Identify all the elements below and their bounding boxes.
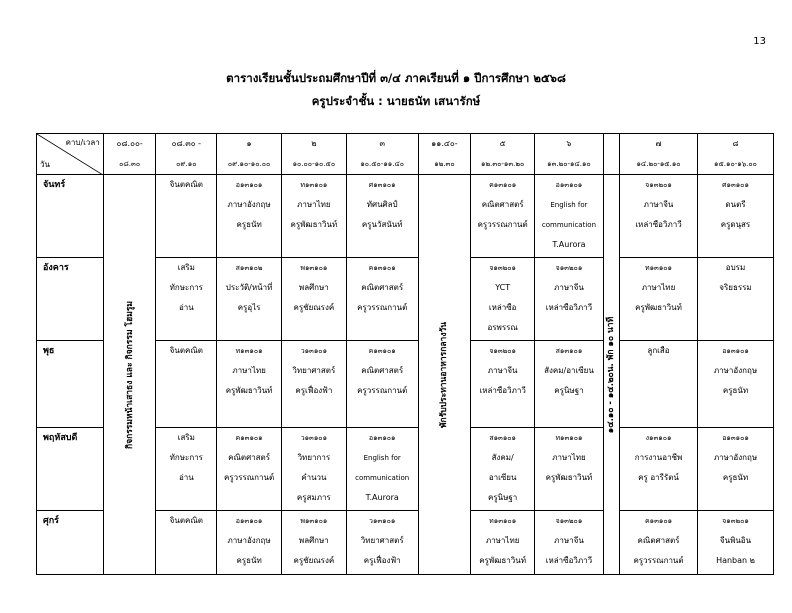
class-line: ครูสมภาร bbox=[296, 493, 331, 502]
period-number-10: ๘ bbox=[697, 134, 773, 155]
class-line: เหล่าซือวิภาวี bbox=[545, 556, 593, 565]
class-line: ครูธนัท bbox=[722, 386, 749, 395]
period-time-6: ๑๒.๓๐-๑๓.๒๐ bbox=[471, 154, 535, 175]
period-time-10: ๑๕.๑๐-๑๖.๐๐ bbox=[697, 154, 773, 175]
day-name: จันทร์ bbox=[37, 175, 104, 258]
class-line: พ๑๓๑๐๑ bbox=[300, 517, 328, 525]
class-line: ครูพัฒธาวินท์ bbox=[479, 556, 527, 565]
class-line: ลูกเสือ bbox=[647, 346, 670, 355]
class-line: ภาษาไทย bbox=[297, 200, 331, 209]
class-line: communication bbox=[355, 474, 410, 482]
class-line: ว๑๓๑๐๑ bbox=[300, 434, 328, 442]
period-number-9: ๗ bbox=[620, 134, 698, 155]
class-line: ภาษาไทย bbox=[641, 283, 676, 292]
class-line: English for bbox=[550, 201, 588, 209]
class-line: ครูดนุสร bbox=[720, 220, 751, 229]
class-line: เหล่าซือวิภาวี bbox=[479, 386, 526, 395]
class-cell-p7 bbox=[620, 428, 698, 511]
class-cell-p8 bbox=[697, 428, 773, 511]
morning-activity-label: กิจกรรมหน้าเสาธง และ กิจกรรม โฮมรูม bbox=[124, 300, 135, 449]
class-line: อ๑๓๑๐๑ bbox=[235, 181, 263, 189]
class-line: ท๑๓๑๐๑ bbox=[645, 264, 673, 272]
class-cell-p7 bbox=[620, 258, 698, 341]
class-line: ครูวรรณกานต์ bbox=[224, 473, 275, 482]
class-line: ศ๑๓๑๐๑ bbox=[722, 181, 749, 189]
class-cell-p2 bbox=[281, 428, 346, 511]
class-line: จ๑๓๒๐๑ bbox=[555, 517, 583, 525]
homeroom-teacher: ครูประจำชั้น : นายธนัท เสนารักษ์ bbox=[311, 94, 481, 108]
class-cell-p0 bbox=[156, 175, 217, 258]
class-line: วิทยาศาสตร์ bbox=[292, 366, 336, 375]
period-number-1: ๐๘.๓๐ - bbox=[156, 134, 217, 155]
class-line: ภาษาไทย bbox=[485, 536, 520, 545]
period-time-2: ๐๙.๑๐-๑๐.๐๐ bbox=[217, 154, 282, 175]
class-cell-p5 bbox=[471, 341, 535, 428]
class-cell-p0 bbox=[156, 341, 217, 428]
class-cell-p6 bbox=[535, 175, 604, 258]
class-cell-p5 bbox=[471, 428, 535, 511]
day-row-0 bbox=[37, 175, 774, 258]
class-line: จ๑๓๒๐๑ bbox=[722, 517, 749, 525]
timetable bbox=[36, 133, 774, 575]
class-line: ครูนวัสนันท์ bbox=[361, 220, 403, 229]
header-row-period bbox=[37, 134, 774, 155]
day-name: อังคาร bbox=[37, 258, 104, 341]
class-line: ว๑๓๑๐๑ bbox=[300, 347, 328, 355]
day-name: พฤหัสบดี bbox=[37, 428, 104, 511]
class-cell-p1 bbox=[217, 511, 282, 575]
class-line: ทัศนศิลป์ bbox=[366, 200, 398, 209]
class-line: ค๑๓๑๐๑ bbox=[368, 347, 396, 355]
schedule-title: ตารางเรียนชั้นประถมศึกษาปีที่ ๓/๔ ภาคเรียนที่ ๑ ปีการศึกษา ๒๕๖๘ bbox=[226, 71, 566, 85]
class-cell-p8 bbox=[697, 511, 773, 575]
short-break-label: ๑๔.๑๐ - ๑๔.๒๐น. พัก ๑๐ นาที bbox=[606, 316, 617, 433]
class-line: ครูธนัท bbox=[236, 220, 262, 229]
class-cell-p7 bbox=[620, 511, 698, 575]
class-line: ภาษาจีน bbox=[487, 366, 518, 375]
class-line: ครูนิษฐา bbox=[554, 386, 584, 395]
class-cell-p0 bbox=[156, 511, 217, 575]
class-line: ประวัติ/หน้าที่ bbox=[225, 283, 273, 292]
class-line: จินตคณิต bbox=[169, 346, 203, 355]
class-line: ท๑๓๑๐๑ bbox=[489, 517, 517, 525]
class-line: อรพรรณ bbox=[487, 323, 518, 332]
class-line: จ๑๓๒๐๑ bbox=[489, 347, 516, 355]
class-line: ครูพัฒธาวินท์ bbox=[635, 303, 682, 312]
class-line: การงานอาชีพ bbox=[634, 453, 683, 462]
corner-period-label: คาบ/เวลา bbox=[65, 138, 100, 147]
class-line: English for bbox=[363, 454, 401, 462]
class-cell-p2 bbox=[281, 258, 346, 341]
class-cell-p2 bbox=[281, 175, 346, 258]
class-cell-p5 bbox=[471, 511, 535, 575]
class-line: อ๑๓๑๐๑ bbox=[555, 181, 583, 189]
class-line: ค๑๓๑๐๑ bbox=[368, 264, 396, 272]
class-line: ครูพัฒธาวินท์ bbox=[290, 220, 338, 229]
class-cell-p3 bbox=[346, 341, 418, 428]
class-cell-p1 bbox=[217, 175, 282, 258]
class-line: สังคม/ bbox=[491, 453, 514, 462]
class-line: ครูวรรณกานต์ bbox=[357, 303, 408, 312]
class-line: ง๑๓๑๐๑ bbox=[645, 434, 672, 442]
header-row-time bbox=[37, 154, 774, 175]
class-line: ค๑๓๑๐๑ bbox=[489, 181, 517, 189]
period-time-0: ๐๘.๓๐ bbox=[103, 154, 156, 175]
period-time-1: ๐๙.๑๐ bbox=[156, 154, 217, 175]
class-line: ศ๑๓๑๐๑ bbox=[368, 181, 396, 189]
class-line: เหล่าซือวิภาวี bbox=[545, 303, 593, 312]
class-line: คณิตศาสตร์ bbox=[637, 536, 680, 545]
class-line: ทักษะการ bbox=[169, 453, 203, 462]
class-cell-p5 bbox=[471, 258, 535, 341]
class-line: จริยธรรม bbox=[719, 283, 752, 292]
class-line: ท๑๓๑๐๑ bbox=[300, 181, 328, 189]
class-cell-p5 bbox=[471, 175, 535, 258]
period-number-8 bbox=[603, 134, 619, 155]
class-line: ว๑๓๑๐๑ bbox=[369, 517, 396, 525]
class-line: ครูอุไร bbox=[237, 303, 261, 312]
class-cell-p2 bbox=[281, 511, 346, 575]
class-line: ภาษาอังกฤษ bbox=[713, 453, 758, 462]
class-line: ค๑๓๑๐๑ bbox=[235, 434, 263, 442]
period-number-7: ๖ bbox=[535, 134, 604, 155]
class-cell-p2 bbox=[281, 341, 346, 428]
class-cell-p3 bbox=[346, 428, 418, 511]
class-line: สังคม/อาเซียน bbox=[544, 366, 594, 375]
class-line: เหล่าซือ bbox=[488, 303, 517, 312]
class-line: อ๑๓๑๐๑ bbox=[235, 517, 263, 525]
class-line: ดนตรี bbox=[725, 200, 746, 209]
class-cell-p8 bbox=[697, 175, 773, 258]
class-line: ครูวรรณกานต์ bbox=[477, 220, 528, 229]
class-line: คณิตศาสตร์ bbox=[361, 366, 404, 375]
class-line: ครูนิษฐา bbox=[488, 493, 518, 502]
class-line: ส๑๓๑๐๒ bbox=[235, 264, 263, 272]
class-line: ท๑๓๑๐๑ bbox=[235, 347, 263, 355]
header-corner bbox=[37, 134, 104, 175]
class-line: เสริม bbox=[177, 433, 195, 442]
class-line: ภาษาจีน bbox=[554, 283, 584, 292]
class-line: ภาษาอังกฤษ bbox=[227, 200, 271, 209]
period-number-2: ๑ bbox=[217, 134, 282, 155]
class-line: ภาษาจีน bbox=[554, 536, 584, 545]
class-cell-p3 bbox=[346, 258, 418, 341]
lunch-break-label: พักรับประทานอาหารกลางวัน bbox=[439, 321, 450, 428]
page-number: 13 bbox=[753, 36, 766, 47]
class-cell-p1 bbox=[217, 341, 282, 428]
period-number-6: ๕ bbox=[471, 134, 535, 155]
class-line: ท๑๓๑๐๑ bbox=[555, 434, 583, 442]
class-line: ครูชัยณรงค์ bbox=[293, 556, 335, 565]
class-line: จีนพินอิน bbox=[719, 536, 752, 545]
class-line: จ๑๓๒๐๑ bbox=[489, 264, 516, 272]
class-cell-p1 bbox=[217, 258, 282, 341]
class-line: พลศึกษา bbox=[298, 283, 329, 292]
day-name: ศุกร์ bbox=[37, 511, 104, 575]
class-cell-p7 bbox=[620, 175, 698, 258]
class-line: พลศึกษา bbox=[298, 536, 329, 545]
class-line: ครูธนัท bbox=[236, 556, 262, 565]
class-line: YCT bbox=[495, 283, 511, 292]
class-line: ภาษาอังกฤษ bbox=[713, 366, 758, 375]
class-cell-p3 bbox=[346, 175, 418, 258]
period-number-5: ๑๑.๔๐- bbox=[418, 134, 471, 155]
class-line: ครูเฟื่องฟ้า bbox=[295, 386, 333, 395]
class-line: คณิตศาสตร์ bbox=[361, 283, 404, 292]
class-line: จินตคณิต bbox=[169, 180, 203, 189]
class-line: คณิตศาสตร์ bbox=[481, 200, 524, 209]
class-line: ครูเฟื่องฟ้า bbox=[363, 556, 401, 565]
period-number-0: ๐๘.๐๐- bbox=[103, 134, 156, 155]
class-line: คำนวน bbox=[301, 473, 327, 482]
class-cell-p1 bbox=[217, 428, 282, 511]
class-line: วิทยาการ bbox=[297, 453, 331, 462]
class-line: พ๑๓๑๐๑ bbox=[300, 264, 328, 272]
class-line: ภาษาอังกฤษ bbox=[227, 536, 271, 545]
class-line: ครูธนัท bbox=[722, 473, 749, 482]
class-line: ภาษาจีน bbox=[643, 200, 674, 209]
class-cell-p6 bbox=[535, 428, 604, 511]
class-line: อบรม bbox=[725, 263, 746, 272]
class-line: อาเซียน bbox=[488, 473, 517, 482]
class-cell-p6 bbox=[535, 258, 604, 341]
morning-activity-column bbox=[103, 175, 156, 575]
class-line: communication bbox=[541, 221, 597, 229]
period-number-3: ๒ bbox=[281, 134, 346, 155]
class-line: จ๑๓๒๐๑ bbox=[555, 264, 583, 272]
corner-day-label: วัน bbox=[40, 160, 50, 169]
class-line: ภาษาไทย bbox=[232, 366, 266, 375]
lunch-break-column bbox=[418, 175, 471, 575]
class-line: อ่าน bbox=[178, 303, 194, 312]
class-cell-p3 bbox=[346, 511, 418, 575]
class-line: ครูพัฒธาวินท์ bbox=[225, 386, 273, 395]
period-time-5: ๑๒.๓๐ bbox=[418, 154, 471, 175]
class-line: อ๑๓๑๐๑ bbox=[722, 434, 749, 442]
class-line: จินตคณิต bbox=[169, 516, 203, 525]
class-line: ครูพัฒธาวินท์ bbox=[545, 473, 593, 482]
class-cell-p0 bbox=[156, 258, 217, 341]
class-line: T.Aurora bbox=[552, 240, 586, 249]
class-line: ส๑๓๑๐๑ bbox=[489, 434, 516, 442]
class-cell-p6 bbox=[535, 511, 604, 575]
class-cell-p8 bbox=[697, 258, 773, 341]
class-line: ภาษาไทย bbox=[552, 453, 586, 462]
period-time-3: ๑๐.๐๐-๑๐.๕๐ bbox=[281, 154, 346, 175]
class-line: ครูชัยณรงค์ bbox=[293, 303, 335, 312]
class-line: คณิตศาสตร์ bbox=[228, 453, 271, 462]
class-line: อ๑๓๑๐๑ bbox=[722, 347, 749, 355]
class-line: Hanban ๒ bbox=[716, 556, 755, 565]
class-line: T.Aurora bbox=[365, 493, 399, 502]
period-time-8 bbox=[603, 154, 619, 175]
period-time-7: ๑๓.๒๐-๑๔.๑๐ bbox=[535, 154, 604, 175]
class-line: เหล่าซือวิภาวี bbox=[635, 220, 682, 229]
class-line: จ๑๓๒๐๑ bbox=[645, 181, 672, 189]
period-number-4: ๓ bbox=[346, 134, 418, 155]
class-line: ครู อารีรัตน์ bbox=[638, 473, 679, 482]
period-time-9: ๑๔.๒๐-๑๕.๑๐ bbox=[620, 154, 698, 175]
class-line: ส๑๓๑๐๑ bbox=[555, 347, 583, 355]
class-cell-p0 bbox=[156, 428, 217, 511]
class-line: อ๑๓๑๐๑ bbox=[368, 434, 396, 442]
day-name: พุธ bbox=[37, 341, 104, 428]
class-line: ครูวรรณกานต์ bbox=[357, 386, 408, 395]
class-line: เสริม bbox=[177, 263, 195, 272]
class-cell-p6 bbox=[535, 341, 604, 428]
class-line: ทักษะการ bbox=[169, 283, 203, 292]
class-cell-p8 bbox=[697, 341, 773, 428]
short-break-column bbox=[603, 175, 619, 575]
class-line: ครูวรรณกานต์ bbox=[633, 556, 684, 565]
class-line: วิทยาศาสตร์ bbox=[360, 536, 404, 545]
class-line: อ่าน bbox=[178, 473, 194, 482]
period-time-4: ๑๐.๕๐-๑๑.๔๐ bbox=[346, 154, 418, 175]
class-cell-p7 bbox=[620, 341, 698, 428]
class-line: ค๑๓๑๐๑ bbox=[644, 517, 673, 525]
